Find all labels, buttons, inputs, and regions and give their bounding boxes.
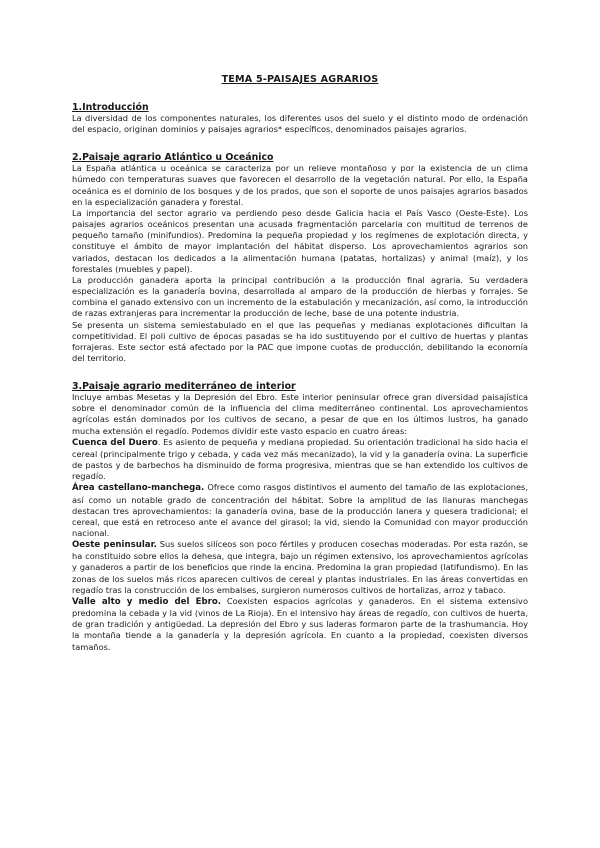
area-paragraph-castellano-manchega — [72, 482, 528, 539]
area-text: Ofrece como rasgos distintivos el aumento del tamaño de las explotaciones, así como un notable grado de concentración del hábitat. Sobre la amplitud de las llanuras manchegas destacan tres aprovechamientos: la ganadería ovina, base de la producción lanera y quesera tradicional; el cereal, que está en retroceso ante el avance del girasol; la vid, siendo la Comunidad con mayor producción nacional. — [72, 482, 528, 538]
document-page — [72, 74, 528, 670]
area-paragraph-ebro — [72, 596, 528, 653]
area-name: Área castellano-manchega. — [72, 483, 205, 494]
area-text: Coexisten espacios agrícolas y ganaderos. En el sistema extensivo predomina la cebada y la vid (vinos de La Rioja). En el intensivo hay áreas de regadío, con cultivos de huerta, de gran tradición y antigüedad. La depresión del Ebro y sus laderas formaron parte de la trashumancia. Hoy la montaña tiende a la ganadería y la depresión agrícola. En cuanto a la propiedad, coexisten diversos tamaños. — [72, 595, 528, 652]
area-name: Oeste peninsular. — [72, 540, 157, 551]
paragraph: Incluye ambas Mesetas y la Depresión del Ebro. Este interior peninsular ofrece gran diversidad paisajística sobre el denominador común de la influencia del clima mediterráneo continental. Los aprovechamientos agrícolas están dominados por los cultivos de secano, a pesar de que en los últimos lustros, ha ganado mucha extensión el regadío. Podemos dividir este vasto espacio en cuatro áreas: — [72, 392, 528, 436]
section-introduccion — [72, 102, 528, 135]
section-heading: 3.Paisaje agrario mediterráneo de interior — [72, 381, 296, 393]
area-text: . Es asiento de pequeña y mediana propiedad. Su orientación tradicional ha sido hacia el cereal (principalmente trigo y cebada, y cada vez más mecanizado), la vid y la ganadería ovina. La superficie de pastos y de barbechos ha disminuido de forma progresiva, mientras que se han extendido los cultivos de regadío. — [72, 436, 528, 482]
section-atlantico — [72, 152, 528, 364]
paragraph: La producción ganadera aporta la principal contribución a la producción final agraria. Su verdadera especialización es la ganadería bovina, desarrollada al amparo de la producción de hierbas y forrajes. Se combina el ganado extensivo con un incremento de la estabulación y mecanización, así como, la introducción de razas extranjeras para incrementar la producción de leche, base de una potente industria. — [72, 274, 528, 319]
area-text: Sus suelos silíceos son poco fértiles y producen cosechas moderadas. Por esta razón, se ha constituido sobre ellos la dehesa, que integra, bajo un régimen extensivo, los aprovechamientos agrícolas y ganaderos a partir de los beneficios que rinde la encina. Predomina la gran propiedad (latifundismo). En las zonas de los suelos más ricos aparecen cultivos de cereal y plantas industriales. En las áreas convertidas en regadío tras la construcción de los embalses, surgieron numerosos cultivos de hortalizas, arroz y tabaco. — [72, 539, 528, 595]
paragraph: Se presenta un sistema semiestabulado en el que las pequeñas y medianas explotaciones dificultan la competitividad. El poli cultivo de épocas pasadas se ha ido sustituyendo por el cultivo de huertas y plantas forrajeras. Este sector está afectado por la PAC que impone cuotas de producción, debilitando la economía del territorio. — [72, 319, 528, 363]
area-paragraph-duero — [72, 437, 528, 483]
section-mediterraneo-interior — [72, 381, 528, 653]
area-name: Cuenca del Duero — [72, 437, 158, 448]
paragraph: La diversidad de los componentes naturales, los diferentes usos del suelo y el distinto modo de ordenación del espacio, originan dominios y paisajes agrarios* específicos, denominados paisajes agrarios. — [72, 113, 528, 135]
paragraph: La importancia del sector agrario va perdiendo peso desde Galicia hacia el País Vasco (Oeste-Este). Los paisajes agrarios oceánicos presentan una acusada fragmentación parcelaria con multitud de terrenos de pequeño tamaño (minifundios). Predomina la pequeña propiedad y los regímenes de explotación directa, y constituye el ámbito de mayor implantación del hábitat disperso. Los aprovechamientos agrarios son variados, destacan los dedicados a la alimentación humana (patatas, hortalizas) y animal (maíz), y los forestales (muebles y papel). — [72, 207, 528, 274]
section-heading: 1.Introducción — [72, 102, 149, 113]
paragraph: La España atlántica u oceánica se caracteriza por un relieve montañoso y por la existencia de un clima húmedo con temperaturas suaves que favorecen el desarrollo de la vegetación natural. Por ello, la España oceánica es el dominio de los bosques y de los prados, que son el soporte de unos paisajes agrarios basados en la especialización ganadera y forestal. — [72, 163, 528, 207]
area-paragraph-oeste — [72, 539, 528, 596]
section-heading: 2.Paisaje agrario Atlántico u Oceánico — [72, 152, 274, 164]
area-name: Valle alto y medio del Ebro. — [72, 596, 222, 607]
document-title: TEMA 5-PAISAJES AGRARIOS — [221, 74, 379, 85]
